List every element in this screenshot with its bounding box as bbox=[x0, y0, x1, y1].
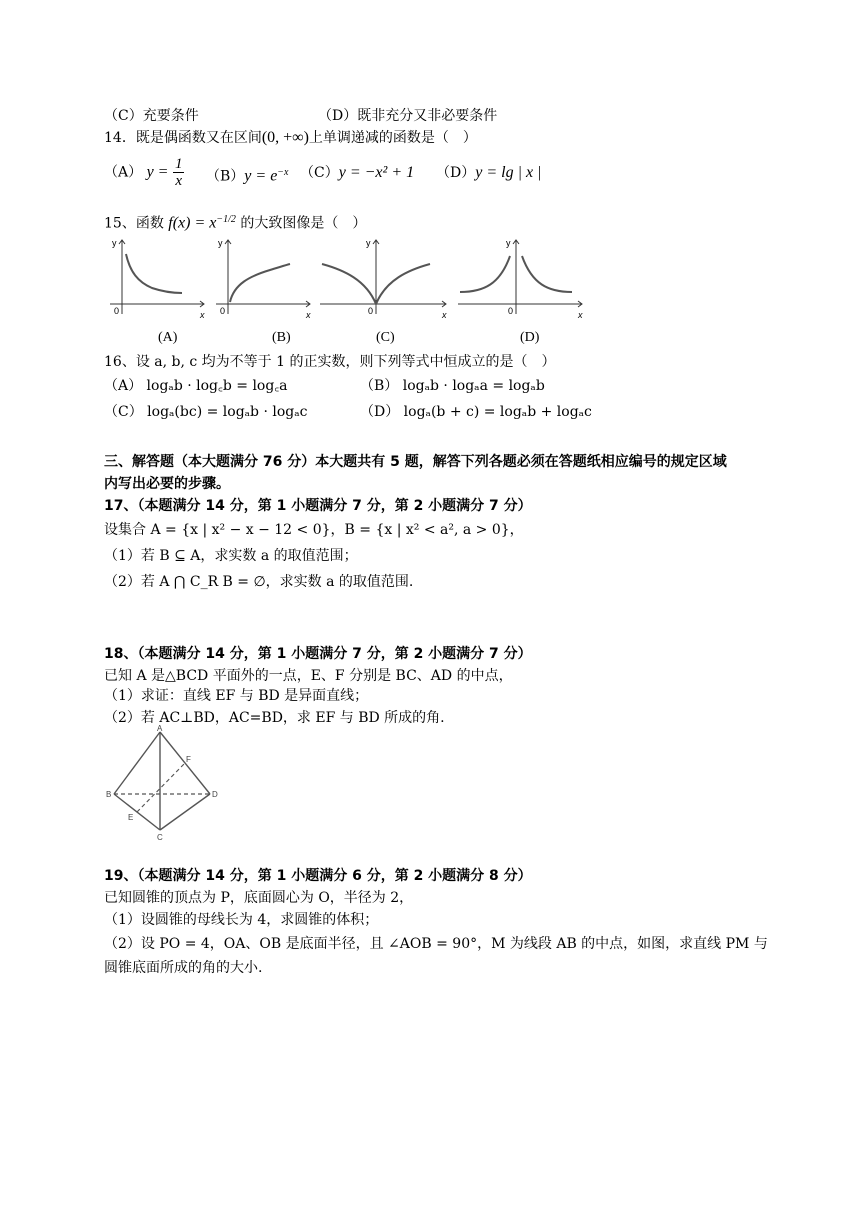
q14-interval: (0, +∞) bbox=[261, 129, 309, 146]
svg-text:0: 0 bbox=[368, 306, 374, 316]
section-3-heading: 三、解答题（本大题满分 76 分）本大题共有 5 题，解答下列各题必须在答题纸相应编号的规定区域 bbox=[104, 454, 727, 470]
q14-option-b: $(B)y = e^{-x}$ bbox=[206, 167, 289, 185]
svg-text:A: A bbox=[157, 724, 163, 733]
q18-header: 18、（本题满分 14 分，第 1 小题满分 7 分，第 2 小题满分 7 分） bbox=[104, 646, 532, 662]
q13-option-c: （C）充要条件 bbox=[104, 108, 199, 124]
q17-line-3: （2）若 A ⋂ C_R B = ∅，求实数 a 的取值范围. bbox=[104, 574, 414, 590]
q15-caption-b: (B) bbox=[272, 330, 291, 345]
q14-option-a: （A） y = $\frac{1}{x}$ bbox=[104, 156, 183, 189]
svg-text:C: C bbox=[157, 833, 163, 842]
q18-line-3: （2）若 AC⊥BD，AC=BD，求 EF 与 BD 所成的角. bbox=[104, 710, 445, 726]
q15-graph-c bbox=[318, 234, 452, 320]
svg-text:F: F bbox=[186, 755, 191, 764]
svg-text:x: x bbox=[578, 310, 583, 320]
q15-graph-b bbox=[212, 234, 316, 320]
svg-text:x: x bbox=[200, 310, 205, 320]
svg-text:0: 0 bbox=[220, 306, 226, 316]
q19-header: 19、（本题满分 14 分，第 1 小题满分 6 分，第 2 小题满分 8 分） bbox=[104, 868, 532, 884]
q16-option-b: （B） logₐb · logₐa = logₐb bbox=[360, 378, 545, 394]
svg-text:x: x bbox=[442, 310, 447, 320]
q19-line-1: 已知圆锥的顶点为 P，底面圆心为 O，半径为 2， bbox=[104, 890, 414, 906]
q18-line-1: 已知 A 是△BCD 平面外的一点，E、F 分别是 BC、AD 的中点， bbox=[104, 668, 513, 684]
q15-caption-a: (A) bbox=[158, 330, 178, 345]
svg-text:B: B bbox=[106, 790, 112, 799]
q15-graph-d bbox=[456, 234, 588, 320]
q16-option-d: （D） logₐ(b + c) = logₐb + logₐc bbox=[360, 404, 592, 420]
q17-header: 17、（本题满分 14 分，第 1 小题满分 7 分，第 2 小题满分 7 分） bbox=[104, 498, 532, 514]
q15-stem: 15、函数 $f(x) = x^{-1/2}$ 的大致图像是（ ） bbox=[104, 214, 367, 232]
q18-line-2: （1）求证：直线 EF 与 BD 是异面直线； bbox=[104, 688, 369, 704]
q15-caption-c: (C) bbox=[376, 330, 395, 345]
q19-line-2: （1）设圆锥的母线长为 4，求圆锥的体积； bbox=[104, 912, 379, 928]
q19-line-3: （2）设 PO = 4，OA、OB 是底面半径，且 ∠AOB = 90°，M 为线段 AB 的中点，如图，求直线 PM 与 bbox=[104, 936, 768, 952]
svg-text:D: D bbox=[212, 790, 218, 799]
svg-text:x: x bbox=[306, 310, 311, 320]
q15-caption-d: (D) bbox=[520, 330, 540, 345]
q14-fraction: $\frac{1}{x}$ bbox=[174, 156, 183, 189]
q16-option-c: （C） logₐ(bc) = logₐb · logₐc bbox=[104, 404, 308, 420]
q17-line-1: 设集合 A = {x | x² − x − 12 < 0}，B = {x | x² < a², a > 0}， bbox=[104, 522, 524, 538]
q16-option-a: （A） logₐb · log꜀b = log꜀a bbox=[104, 378, 288, 394]
svg-text:y: y bbox=[366, 238, 371, 248]
q16-stem: 16、设 a, b, c 均为不等于 1 的正实数，则下列等式中恒成立的是（ ） bbox=[104, 354, 556, 370]
q17-line-2: （1）若 B ⊆ A，求实数 a 的取值范围； bbox=[104, 548, 358, 564]
q14-option-c: （C）y = −x² + 1 bbox=[300, 164, 415, 181]
svg-text:y: y bbox=[218, 238, 223, 248]
q18-tetrahedron-figure bbox=[104, 724, 234, 842]
q14-stem: 14．既是偶函数又在区间(0, +∞)上单调递减的函数是（ ） bbox=[104, 129, 477, 146]
q14-option-d: （D）y = lg | x | bbox=[436, 164, 542, 181]
svg-text:y: y bbox=[506, 238, 511, 248]
svg-text:0: 0 bbox=[114, 306, 120, 316]
q13-option-d: （D）既非充分又非必要条件 bbox=[318, 108, 498, 124]
q19-line-4: 圆锥底面所成的角的大小. bbox=[104, 960, 263, 976]
svg-text:E: E bbox=[128, 813, 134, 822]
section-3-heading-cont: 内写出必要的步骤。 bbox=[104, 476, 230, 492]
svg-text:y: y bbox=[112, 238, 117, 248]
q15-graph-a bbox=[104, 234, 210, 320]
svg-text:0: 0 bbox=[508, 306, 514, 316]
